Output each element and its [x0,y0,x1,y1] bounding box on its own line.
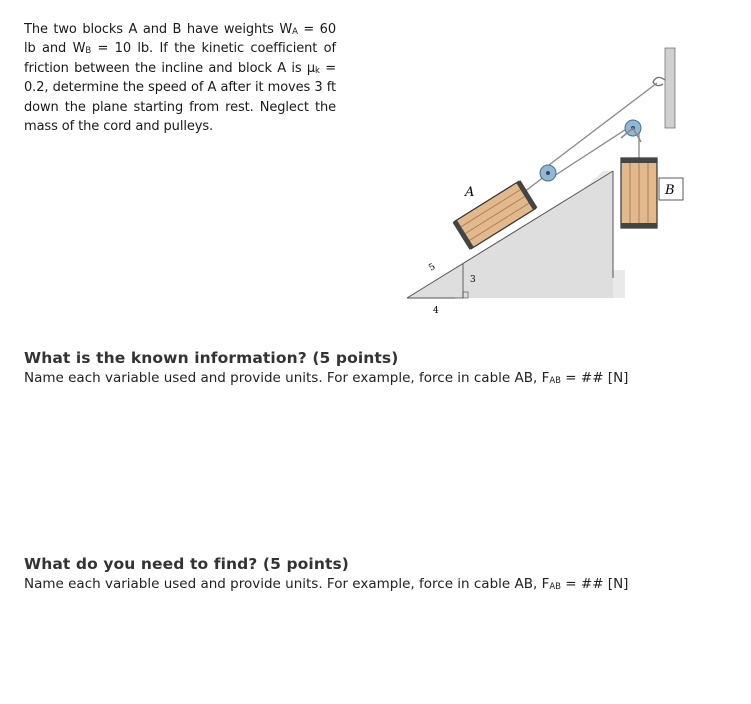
slope-label-3: 3 [470,275,476,285]
problem-text-3: = 10 lb. If the kinetic coefficient of friction between the incline and block A is μ [24,41,337,76]
question-instruction: Name each variable used and provide units. For example, force in cable AB, $F_{AB}$ = ## [N] [24,370,629,386]
slope-label-5: 5 [427,262,438,274]
problem-text-1: The two blocks A and B have weights W [24,22,293,37]
subscript-b: B [85,46,92,57]
question-title: What is the known information? (5 points) [24,349,399,367]
question-instruction: Name each variable used and provide units. For example, force in cable AB, $F_{AB}$ = ## [N] [24,576,629,592]
question-title: What do you need to find? (5 points) [24,555,349,573]
block-b [621,158,657,228]
subscript-a: A [292,27,298,37]
slope-label-4: 4 [433,306,439,316]
problem-text-4: = 0.2, determine the speed of A after it moves 3 ft down the plane starting from rest. Neglect the mass of the cord and pulleys. [24,60,336,135]
question-need-to-find [24,555,628,592]
label-a: A [465,185,475,200]
problem-text-2: = 60 lb and W [24,22,336,57]
subscript-k: k [315,65,320,76]
label-b: B [665,183,675,198]
pulley-incline-figure [395,40,695,330]
wall [665,48,675,128]
question-known-info [24,349,628,386]
problem-statement [24,20,336,136]
